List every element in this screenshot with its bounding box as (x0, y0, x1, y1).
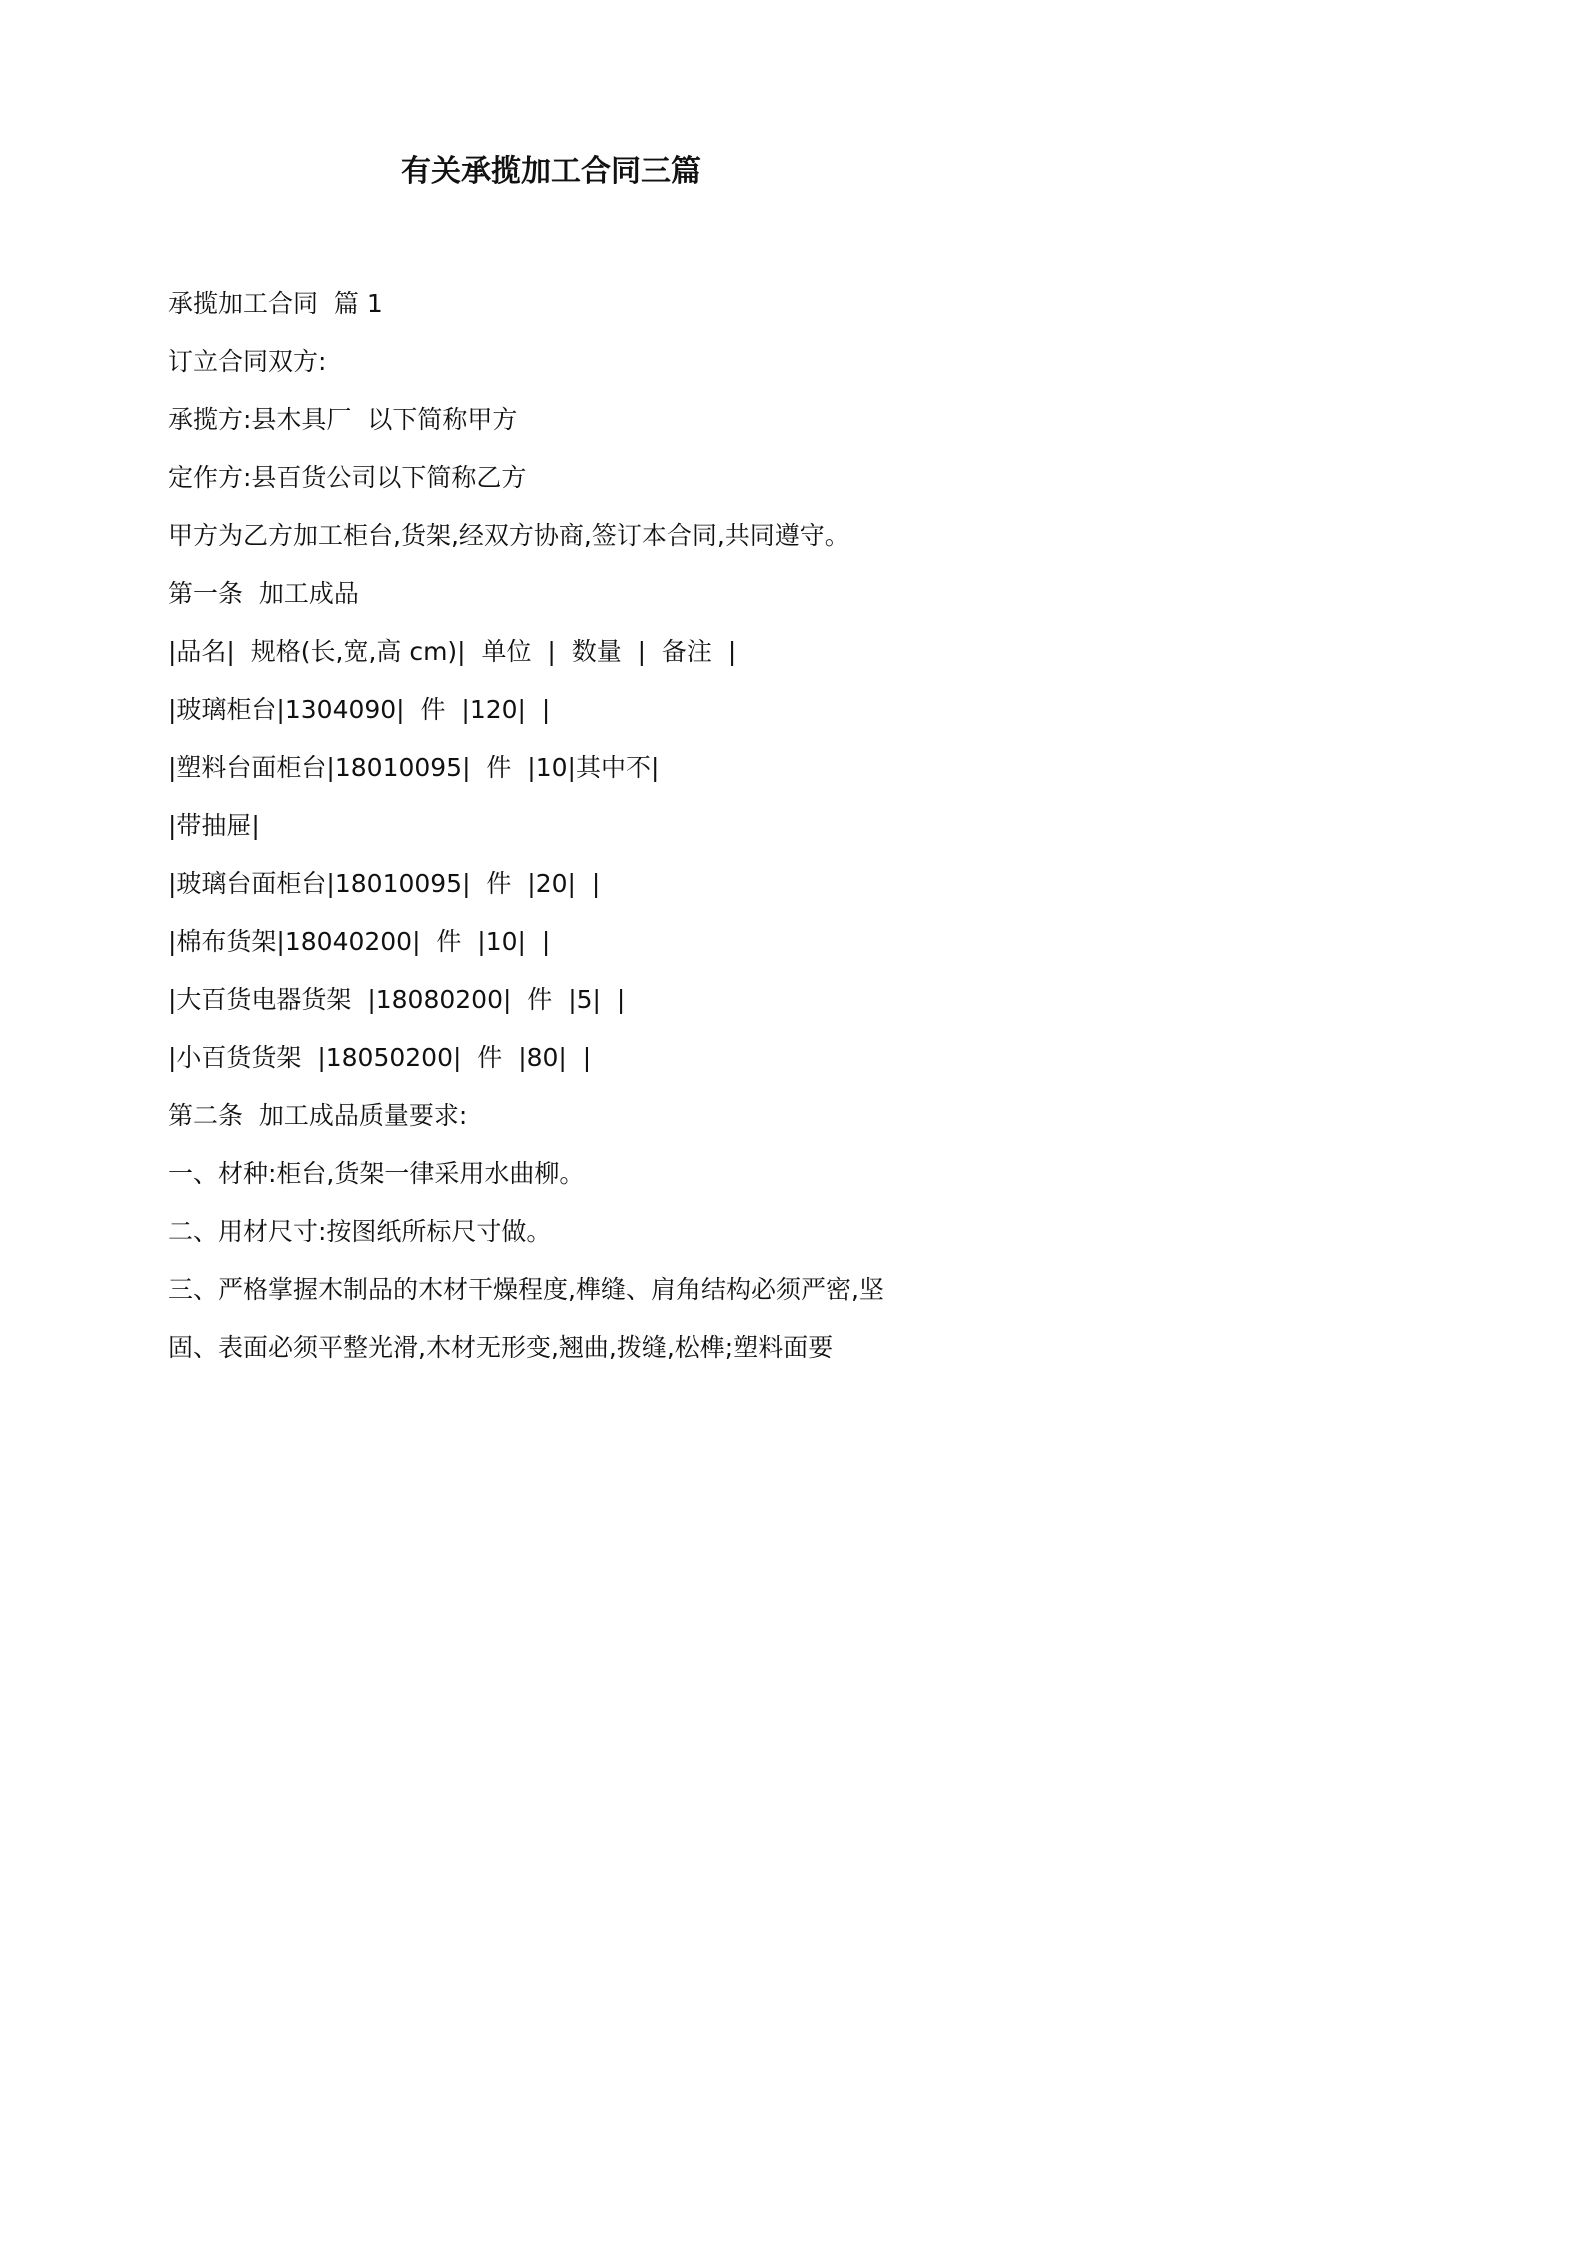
table-row-line: |玻璃柜台|1304090| 件 |120| | (168, 695, 551, 724)
table-row-line: |玻璃台面柜台|18010095| 件 |20| | (168, 869, 601, 898)
document-page (0, 0, 1102, 1559)
document-body (168, 282, 958, 1384)
paragraph-line: 固、表面必须平整光滑,木材无形变,翘曲,拨缝,松榫;塑料面要 (168, 1333, 834, 1362)
document-title: 有关承揽加工合同三篇 (401, 154, 701, 189)
paragraph-line: 订立合同双方: (168, 347, 327, 376)
paragraph-line: 二、用材尺寸:按图纸所标尺寸做。 (168, 1217, 552, 1246)
paragraph-line: 承揽加工合同 篇 1 (168, 289, 383, 318)
paragraph-line: 甲方为乙方加工柜台,货架,经双方协商,签订本合同,共同遵守。 (168, 521, 850, 550)
table-row-line: |棉布货架|18040200| 件 |10| | (168, 927, 551, 956)
table-header-line: |品名| 规格(长,宽,高 cm)| 单位 | 数量 | 备注 | (168, 637, 737, 666)
table-row-line: |带抽屉| (168, 811, 260, 840)
paragraph-line: 定作方:县百货公司以下简称乙方 (168, 463, 527, 492)
table-row-line: |塑料台面柜台|18010095| 件 |10|其中不| (168, 753, 660, 782)
section-heading: 第一条 加工成品 (168, 579, 359, 608)
paragraph-line: 三、严格掌握木制品的木材干燥程度,榫缝、肩角结构必须严密,坚 (168, 1275, 884, 1304)
paragraph-line: 一、材种:柜台,货架一律采用水曲柳。 (168, 1159, 585, 1188)
table-row-line: |大百货电器货架 |18080200| 件 |5| | (168, 985, 626, 1014)
section-heading: 第二条 加工成品质量要求: (168, 1101, 468, 1130)
paragraph-line: 承揽方:县木具厂 以下简称甲方 (168, 405, 518, 434)
table-row-line: |小百货货架 |18050200| 件 |80| | (168, 1043, 592, 1072)
